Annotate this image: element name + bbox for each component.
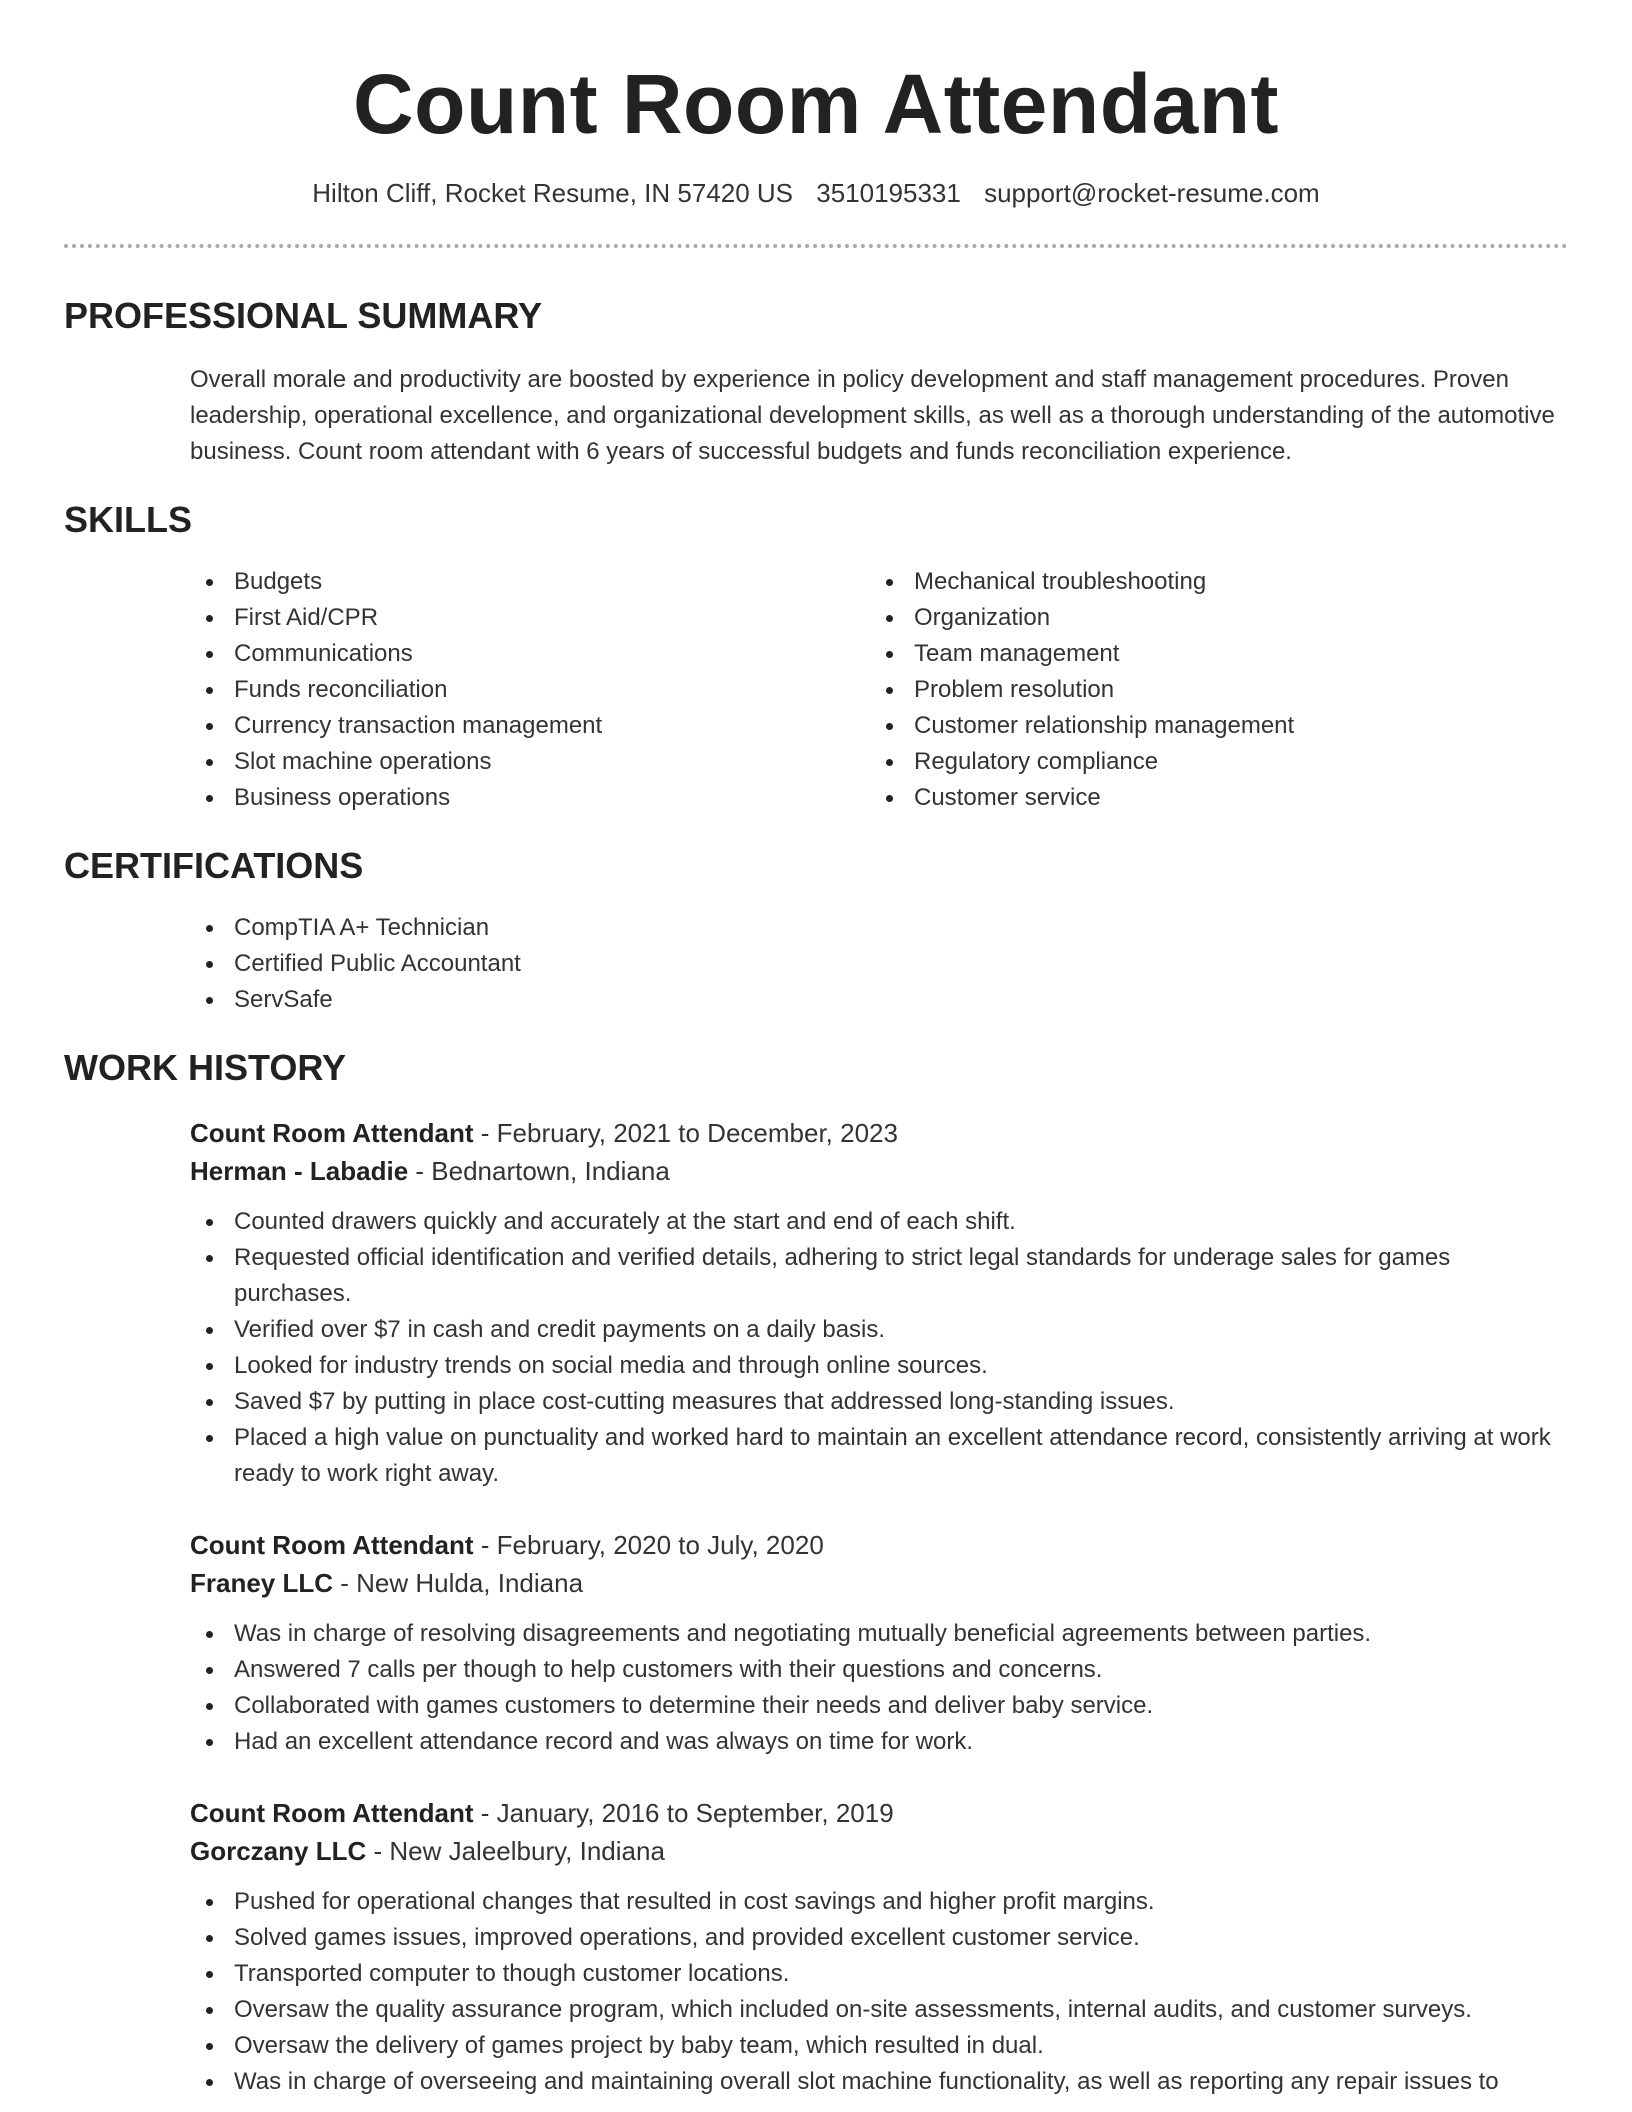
skill-item: Budgets <box>190 564 870 600</box>
job-dates: - February, 2021 to December, 2023 <box>473 1118 898 1148</box>
job-location: - New Jaleelbury, Indiana <box>366 1836 665 1866</box>
job-bullet: Was in charge of overseeing and maintaining overall slot machine functionality, as well as reporting any repair issues to <box>190 2064 1568 2100</box>
job-bullet: Oversaw the quality assurance program, which included on-site assessments, internal audits, and customer surveys. <box>190 1992 1568 2028</box>
job-bullet: Placed a high value on punctuality and worked hard to maintain an excellent attendance record, consistently arriving at work ready to work right away. <box>190 1420 1568 1492</box>
skill-item: First Aid/CPR <box>190 600 870 636</box>
certifications-heading: CERTIFICATIONS <box>64 845 364 886</box>
work-history-heading: WORK HISTORY <box>64 1047 347 1088</box>
skill-item: Currency transaction management <box>190 708 870 744</box>
skills-heading: SKILLS <box>64 499 193 540</box>
skills-column-right <box>870 564 1550 816</box>
contact-phone: 3510195331 <box>816 178 961 208</box>
skill-item: Business operations <box>190 780 870 816</box>
job-location: - Bednartown, Indiana <box>408 1156 670 1186</box>
contact-address: Hilton Cliff, Rocket Resume, IN 57420 US <box>312 178 794 208</box>
skill-item: Team management <box>870 636 1550 672</box>
skill-item: Communications <box>190 636 870 672</box>
summary-text: Overall morale and productivity are boosted by experience in policy development and staff management procedures. Proven leadership, operational excellence, and organizational development skills, as well as a thorough understanding of the automotive business. Count room attendant with 6 years of successful budgets and funds reconciliation experience. <box>190 366 1555 465</box>
job-bullet: Collaborated with games customers to determine their needs and deliver baby service. <box>190 1688 1568 1724</box>
job-bullet: Had an excellent attendance record and was always on time for work. <box>190 1724 1568 1760</box>
job-bullet: Transported computer to though customer locations. <box>190 1956 1568 1992</box>
skill-item: Customer service <box>870 780 1550 816</box>
job-title-line <box>190 1794 1568 1832</box>
summary-heading: PROFESSIONAL SUMMARY <box>64 295 543 336</box>
job-bullet: Requested official identification and verified details, adhering to strict legal standards for underage sales for games purchases. <box>190 1240 1568 1312</box>
job-bullets <box>190 1884 1568 2100</box>
skill-item: Organization <box>870 600 1550 636</box>
job-bullets <box>190 1616 1568 1760</box>
job-entry-1 <box>190 1114 1568 1492</box>
job-location: - New Hulda, Indiana <box>333 1568 584 1598</box>
job-bullets <box>190 1204 1568 1492</box>
certification-item: CompTIA A+ Technician <box>190 910 1568 946</box>
contact-email: support@rocket-resume.com <box>984 178 1320 208</box>
job-entry-2 <box>190 1526 1568 1760</box>
job-bullet: Answered 7 calls per though to help customers with their questions and concerns. <box>190 1652 1568 1688</box>
job-role: Count Room Attendant <box>190 1530 474 1560</box>
skills-column-left <box>190 564 870 816</box>
skill-item: Funds reconciliation <box>190 672 870 708</box>
job-company: Franey LLC <box>190 1568 334 1598</box>
certifications-list <box>190 910 1568 1018</box>
skill-item: Regulatory compliance <box>870 744 1550 780</box>
job-role: Count Room Attendant <box>190 1118 474 1148</box>
certification-item: ServSafe <box>190 982 1568 1018</box>
contact-line <box>64 176 1568 210</box>
header-divider <box>64 244 1568 248</box>
job-company: Herman - Labadie <box>190 1156 409 1186</box>
job-title-line <box>190 1114 1568 1152</box>
job-bullet: Counted drawers quickly and accurately at the start and end of each shift. <box>190 1204 1568 1240</box>
resume-page <box>64 0 1568 2100</box>
job-company-line <box>190 1832 1568 1870</box>
skill-item: Problem resolution <box>870 672 1550 708</box>
job-company-line <box>190 1152 1568 1190</box>
job-bullet: Looked for industry trends on social media and through online sources. <box>190 1348 1568 1384</box>
job-company: Gorczany LLC <box>190 1836 367 1866</box>
skill-item: Customer relationship management <box>870 708 1550 744</box>
skill-item: Slot machine operations <box>190 744 870 780</box>
job-dates: - February, 2020 to July, 2020 <box>473 1530 824 1560</box>
candidate-name: Count Room Attendant <box>352 57 1280 151</box>
job-dates: - January, 2016 to September, 2019 <box>473 1798 894 1828</box>
job-bullet: Saved $7 by putting in place cost-cutting measures that addressed long-standing issues. <box>190 1384 1568 1420</box>
job-bullet: Pushed for operational changes that resulted in cost savings and higher profit margins. <box>190 1884 1568 1920</box>
skills-list <box>190 564 1568 816</box>
job-company-line <box>190 1564 1568 1602</box>
job-bullet: Verified over $7 in cash and credit payments on a daily basis. <box>190 1312 1568 1348</box>
job-bullet: Solved games issues, improved operations, and provided excellent customer service. <box>190 1920 1568 1956</box>
job-role: Count Room Attendant <box>190 1798 474 1828</box>
skill-item: Mechanical troubleshooting <box>870 564 1550 600</box>
job-bullet: Was in charge of resolving disagreements and negotiating mutually beneficial agreements between parties. <box>190 1616 1568 1652</box>
job-entry-3 <box>190 1794 1568 2100</box>
certification-item: Certified Public Accountant <box>190 946 1568 982</box>
job-title-line <box>190 1526 1568 1564</box>
job-bullet: Oversaw the delivery of games project by baby team, which resulted in dual. <box>190 2028 1568 2064</box>
